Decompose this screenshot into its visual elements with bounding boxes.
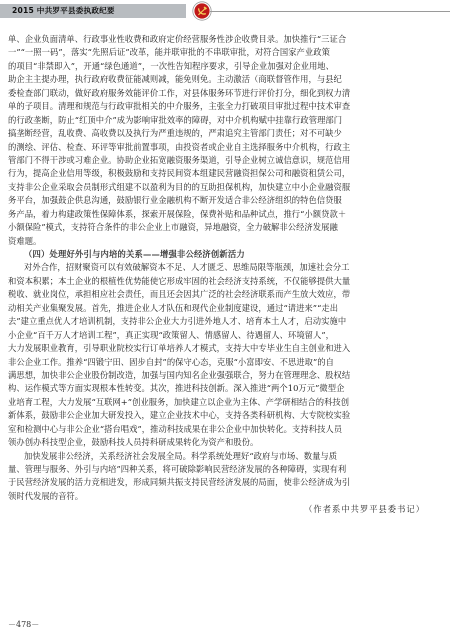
body-line: 对外合作，招财聚资可以有效破解资本不足、人才匮乏、思维局限等瓶颈，加速社会分工: [24, 262, 350, 273]
body-line: 的项目“非禁即入”，开通“绿色通道”，一次性告知程序要求，引导企业加强对企业用地、: [8, 60, 335, 71]
body-line: 新体系，鼓励非公企业加大研发投入，建立企业技术中心，支持各类科研机构、大专院校实验: [8, 410, 351, 421]
body-line: 单、企业负面清单、行政事业性收费和政府定价经营服务性涉企收费目录。加快推行“三证合: [8, 34, 347, 44]
body-line: 于民营经济发展的活力竞相进发，形成同频共振支持民营经济发展的局面，使非公经济成为引: [8, 477, 351, 488]
body-line: 小额保险”模式，支持符合条件的非公企业上市融资，异地融资，全力破解非公经济发展融: [8, 222, 338, 233]
body-line: 业培育工程，大力发展“互联网+”创业服务，加快建立以企业为主体、产学研相结合的科技创: [8, 396, 350, 407]
body-line: 务产品，着力构建政策性保障体系，探索开展保险，保费补贴和品种试点，推行“小额贷款＋: [8, 208, 347, 219]
body-line: 领时代发展的音符。: [8, 490, 84, 501]
body-line: 务平台，加强鼓企供息沟通，鼓励银行业金融机构不断开发适合非公经济组织的特色信贷服: [8, 195, 342, 206]
body-line: 助企主主提办理，执行政府收费征能减则减，能免则免。主动激活（商联督管作用，与县纪: [8, 74, 342, 85]
body-line: 领办创办科技型企业，鼓励科技人员持科研成果转化为资产和股份。: [8, 437, 259, 448]
running-header: [0, 0, 471, 22]
body-line: 满思想，加快非公企业股份制改造，加强与国内知名企业强强联合，努力在管理理念、股权结: [8, 369, 351, 380]
body-line: 委检查部门联动，做好政府服务效能评价工作，对县体服务环节进行评价打分，细化到权力清: [8, 87, 351, 98]
body-line: 的行政垄断，防止“红顶中介”成为影响审批效率的障碍，对中介机构赋中挂靠行政管理部门: [8, 114, 343, 125]
body-line: 构、运作模式等方面实现根本性转变。其次，推进科技创新。深入推进“两个10万元”微型企: [8, 383, 345, 394]
body-line: 去”建立重点优人才培训机制，支持非公企业大力引进外地人才、培育本土人才，启动实施中: [8, 316, 347, 327]
article-body: [8, 33, 435, 517]
body-line: 大力发展职业教育，引导职业院校实行订单培养人才模式，支持大中专毕业生自主创业和进入: [8, 343, 351, 354]
body-line: 动相关产业集聚发展。首先，推进企业人才队伍和现代企业制度建设，通过“请进来”“走出: [8, 302, 339, 313]
body-line: 资难题。: [8, 235, 42, 246]
body-line: 一”“一照一码”，落实“先照后证”改革，能并联审批的不串联审批，对符合国家产业政策: [8, 47, 330, 58]
body-line: 和资本积累；本土企业的根植性优势能使它形成牢固的社会经济支持系统，不仅能够提供大量: [8, 275, 351, 286]
body-line: 小企业“百千万人才培训工程”，真正实现“政策留人、情感留人、待遇留人、环境留人”，: [8, 329, 335, 340]
author-signature: （作者系中共罗平县委书记）: [304, 504, 425, 515]
section-heading: （四）处理好外引与内培的关系——增强非公经济创新活力: [24, 249, 245, 259]
body-line: 室和检测中心与非公企业“搭台唱戏”，推动科技成果在非公企业中加快转化。支持科技人员: [8, 423, 343, 434]
body-line: 行为，提高企业信用等级，积极鼓励和支持民间资本组建民营融资担保公司和融资租赁公司，: [8, 168, 351, 179]
body-line: 支持非公企业采取会员制形式组建不以盈利为目的的互助担保机构，加快建立中小企业融资服: [8, 181, 351, 192]
body-line: 量、管理与服务、外引与内培”四种关系，将可破除影响民营经济发展的各种障碍，实现有利: [8, 464, 347, 474]
body-line: 搞垄断经营，乱收费、高收费以及执行为严重违规的，严肃追究主管部门责任；对不可缺少: [8, 128, 342, 139]
body-line: 单的子项目。清理和规范与行政审批相关的中介服务，主张全力打破项目审批过程中技术审查: [8, 101, 351, 112]
header-rule: [210, 11, 450, 12]
body-line: 非公企业工作。推养“四锻宁田、固步自封”的保守心态，克服“小富即安、不思进取”的自: [8, 356, 335, 367]
party-emblem-icon: [192, 1, 212, 21]
body-line: 的测绘、评估、检查、环评等审批前置事项，由投资者或企业自主选择服务中介机构，行政主: [8, 141, 351, 152]
running-header-title: 2015 中共罗平县委执政纪要: [12, 6, 115, 15]
body-line: 加快发展非公经济，关系经济社会发展全局。科学系统处理好“政府与市场、数量与质: [24, 450, 338, 461]
body-line: 管部门不得干涉或习难企业。协助企业拓宽融资服务渠道，引导企业树立诚信意识，规范信用: [8, 154, 351, 165]
body-line: 税收、就业岗位，承担相应社会责任，而且还会因其广泛的社会经济联系而产生放大效应，带: [8, 289, 351, 300]
page-number: －478－: [8, 620, 40, 629]
